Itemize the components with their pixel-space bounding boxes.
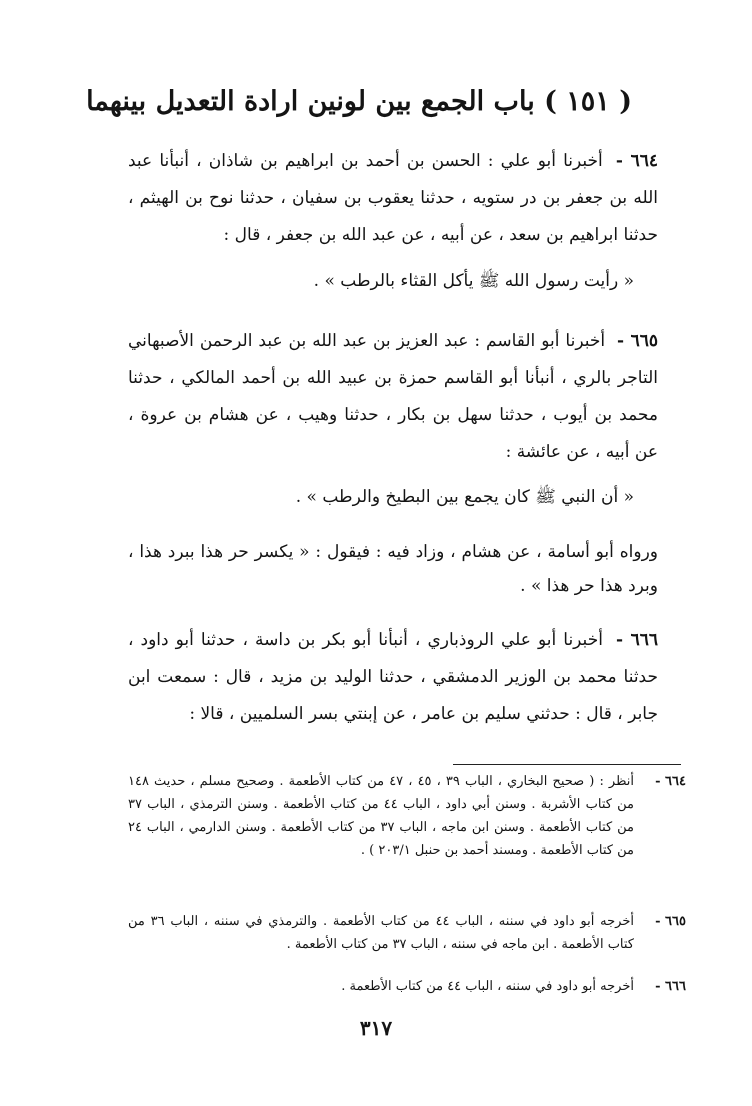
footnote-number: ٦٦٤ - [655, 774, 686, 789]
footnote-665 [128, 910, 686, 956]
footnote-666 [128, 975, 686, 998]
hadith-number: ٦٦٤ - [615, 151, 658, 171]
isnad-text: أخبرنا أبو علي : الحسن بن أحمد بن ابراهيم بن شاذان ، أنبأنا عبد الله بن جعفر بن در ستويه ، حدثنا يعقوب بن سفيان ، حدثنا نوح بن الهيثم ، حدثنا ابراهيم بن سعد ، عن أبيه ، عن عبد الله بن جعفر ، قال : [128, 151, 658, 245]
footnote-664 [128, 770, 686, 862]
footnote-text: أخرجه أبو داود في سننه ، الباب ٤٤ من كتاب الأطعمة . والترمذي في سننه ، الباب ٣٦ من كتاب الأطعمة . ابن ماجه في سننه ، الباب ٣٧ من كتاب الأطعمة . [128, 914, 634, 952]
hadith-665-matn: « أن النبي ﷺ كان يجمع بين البطيخ والرطب » . [295, 487, 634, 507]
hadith-665-isnad [128, 323, 658, 471]
hadith-665-riwaya: ورواه أبو أسامة ، عن هشام ، وزاد فيه : فيقول : « يكسر حر هذا ببرد هذا ، وبرد هذا حر هذا » . [128, 542, 658, 596]
chapter-title: ( ١٥١ ) باب الجمع بين لونين ارادة التعديل بينهما [86, 86, 632, 117]
hadith-664-matn: « رأيت رسول الله ﷺ يأكل القثاء بالرطب » . [313, 271, 634, 291]
hadith-number: ٦٦٦ - [615, 630, 658, 650]
footnote-divider [453, 764, 681, 765]
page-number: ٣١٧ [359, 1016, 393, 1040]
hadith-664-isnad [128, 143, 658, 254]
hadith-number: ٦٦٥ - [617, 331, 658, 351]
isnad-text: أخبرنا أبو علي الروذباري ، أنبأنا أبو بكر بن داسة ، حدثنا أبو داود ، حدثنا محمد بن الوزير الدمشقي ، حدثنا الوليد بن مزيد ، قال : سمعت ابن جابر ، قال : حدثني سليم بن عامر ، عن إبنتي بسر السلميين ، قالا : [128, 630, 658, 724]
hadith-666-isnad [128, 622, 658, 733]
footnote-number: ٦٦٦ - [655, 979, 686, 994]
footnote-text: أنظر : ( صحيح البخاري ، الباب ٣٩ ، ٤٥ ، ٤٧ من كتاب الأطعمة . وصحيح مسلم ، حديث ١٤٨ من كتاب الأشربة . وسنن أبي داود ، الباب ٤٤ من كتاب الأطعمة . وسنن الترمذي ، الباب ٣٧ من كتاب الأطعمة . وسنن ابن ماجه ، الباب ٣٧ من كتاب الأطعمة . وسنن الدارمي ، الباب ٢٤ من كتاب الأطعمة . ومسند أحمد بن حنبل ٢٠٣/١ ) . [128, 774, 634, 858]
footnote-number: ٦٦٥ - [655, 914, 686, 929]
footnote-text: أخرجه أبو داود في سننه ، الباب ٤٤ من كتاب الأطعمة . [341, 979, 634, 994]
isnad-text: أخبرنا أبو القاسم : عبد العزيز بن عبد الله بن عبد الرحمن الأصبهاني التاجر بالري ، أنبأنا أبو القاسم حمزة بن عبيد الله بن أحمد المالكي ، حدثنا محمد بن أيوب ، حدثنا سهل بن بكار ، حدثنا وهيب ، عن هشام بن عروة ، عن أبيه ، عن عائشة : [128, 331, 658, 462]
